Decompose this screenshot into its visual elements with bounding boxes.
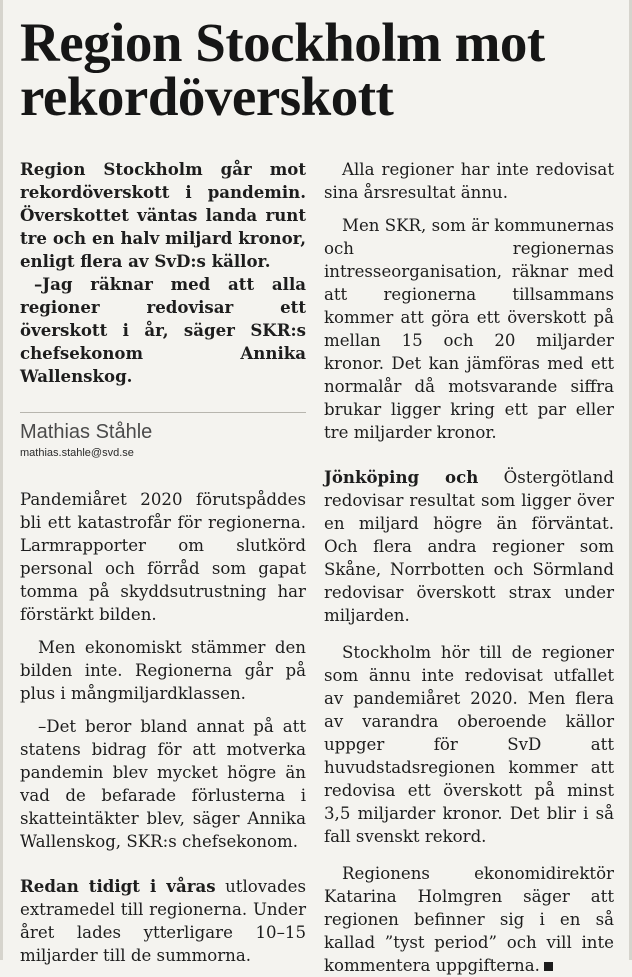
page-edge-left xyxy=(0,0,3,960)
section-text: utlovades extramedel till regionerna. Under året lades ytterligare 10–15 miljarder till de summorna. xyxy=(20,877,306,965)
end-of-article-icon xyxy=(544,962,553,971)
paragraph: –Det beror bland annat på att statens bidrag för att motverka pandemin blev mycket högre än vad de befarade förlusterna i skatteintäkter blev, säger Annika Wallenskog, SKR:s chefsekonom. xyxy=(20,717,306,851)
paragraph: Men ekonomiskt stämmer den bilden inte. Regionerna går på plus i mångmiljardklassen. xyxy=(20,638,306,703)
lead-paragraph xyxy=(20,158,306,388)
byline-author: Mathias Ståhle xyxy=(20,421,153,443)
section-paragraph xyxy=(20,875,306,967)
section-paragraph xyxy=(324,466,614,627)
left-column xyxy=(20,158,306,967)
right-column xyxy=(324,158,614,977)
paragraph: Stockholm hör till de regioner som ännu inte redovisat utfallet av pandemiåret 2020. Men flera av varandra oberoende källor uppger för SvD att huvudstadsregionen kommer att redovisa ett överskott på minst 3,5 miljarder kronor. Det blir i så fall svenskt rekord. xyxy=(324,643,614,846)
paragraph: Pandemiåret 2020 förutspåddes bli ett katastrofår för regionerna. Larmrapporter om slutkörd personal och förråd som gapat tomma på skyddsutrustning har förstärkt bilden. xyxy=(20,490,306,624)
section-text: Östergötland redovisar resultat som ligger över en miljard högre än förväntat. Och flera andra regioner som Skåne, Norrbotten och Sörmland redovisar överskott strax under miljarden. xyxy=(324,468,614,625)
section-kicker: Jönköping och xyxy=(324,467,479,487)
byline-divider xyxy=(20,412,306,413)
lead-text-2: –Jag räknar med att alla regioner redovisar ett överskott i år, säger SKR:s chefsekonom Annika Wallenskog. xyxy=(20,274,306,386)
paragraph: Men SKR, som är kommunernas och regionernas intresseorganisation, räknar med att regionerna tillsammans kommer att göra ett överskott på mellan 15 och 20 miljarder kronor. Det kan jämföras med ett normalår då motsvarande siffra brukar ligger kring ett par eller tre miljarder kronor. xyxy=(324,216,614,442)
body-text-right xyxy=(324,158,614,977)
body-text-left xyxy=(20,488,306,967)
paragraph: Alla regioner har inte redovisat sina årsresultat ännu. xyxy=(324,160,614,202)
headline: Region Stockholm mot rekordöverskott xyxy=(20,12,545,127)
byline-email[interactable]: mathias.stahle@svd.se xyxy=(20,447,134,459)
section-kicker: Redan tidigt i våras xyxy=(20,876,216,896)
final-paragraph-text: Regionens ekonomidirektör Katarina Holmgren säger att regionen befinner sig i en så kallad ”tyst period” och vill inte kommentera uppgifterna. xyxy=(324,864,614,975)
lead-text-1: Region Stockholm går mot rekordöverskott i pandemin. Överskottet väntas landa runt tre och en halv miljard kronor, enligt flera av SvD:s källor. xyxy=(20,159,306,271)
